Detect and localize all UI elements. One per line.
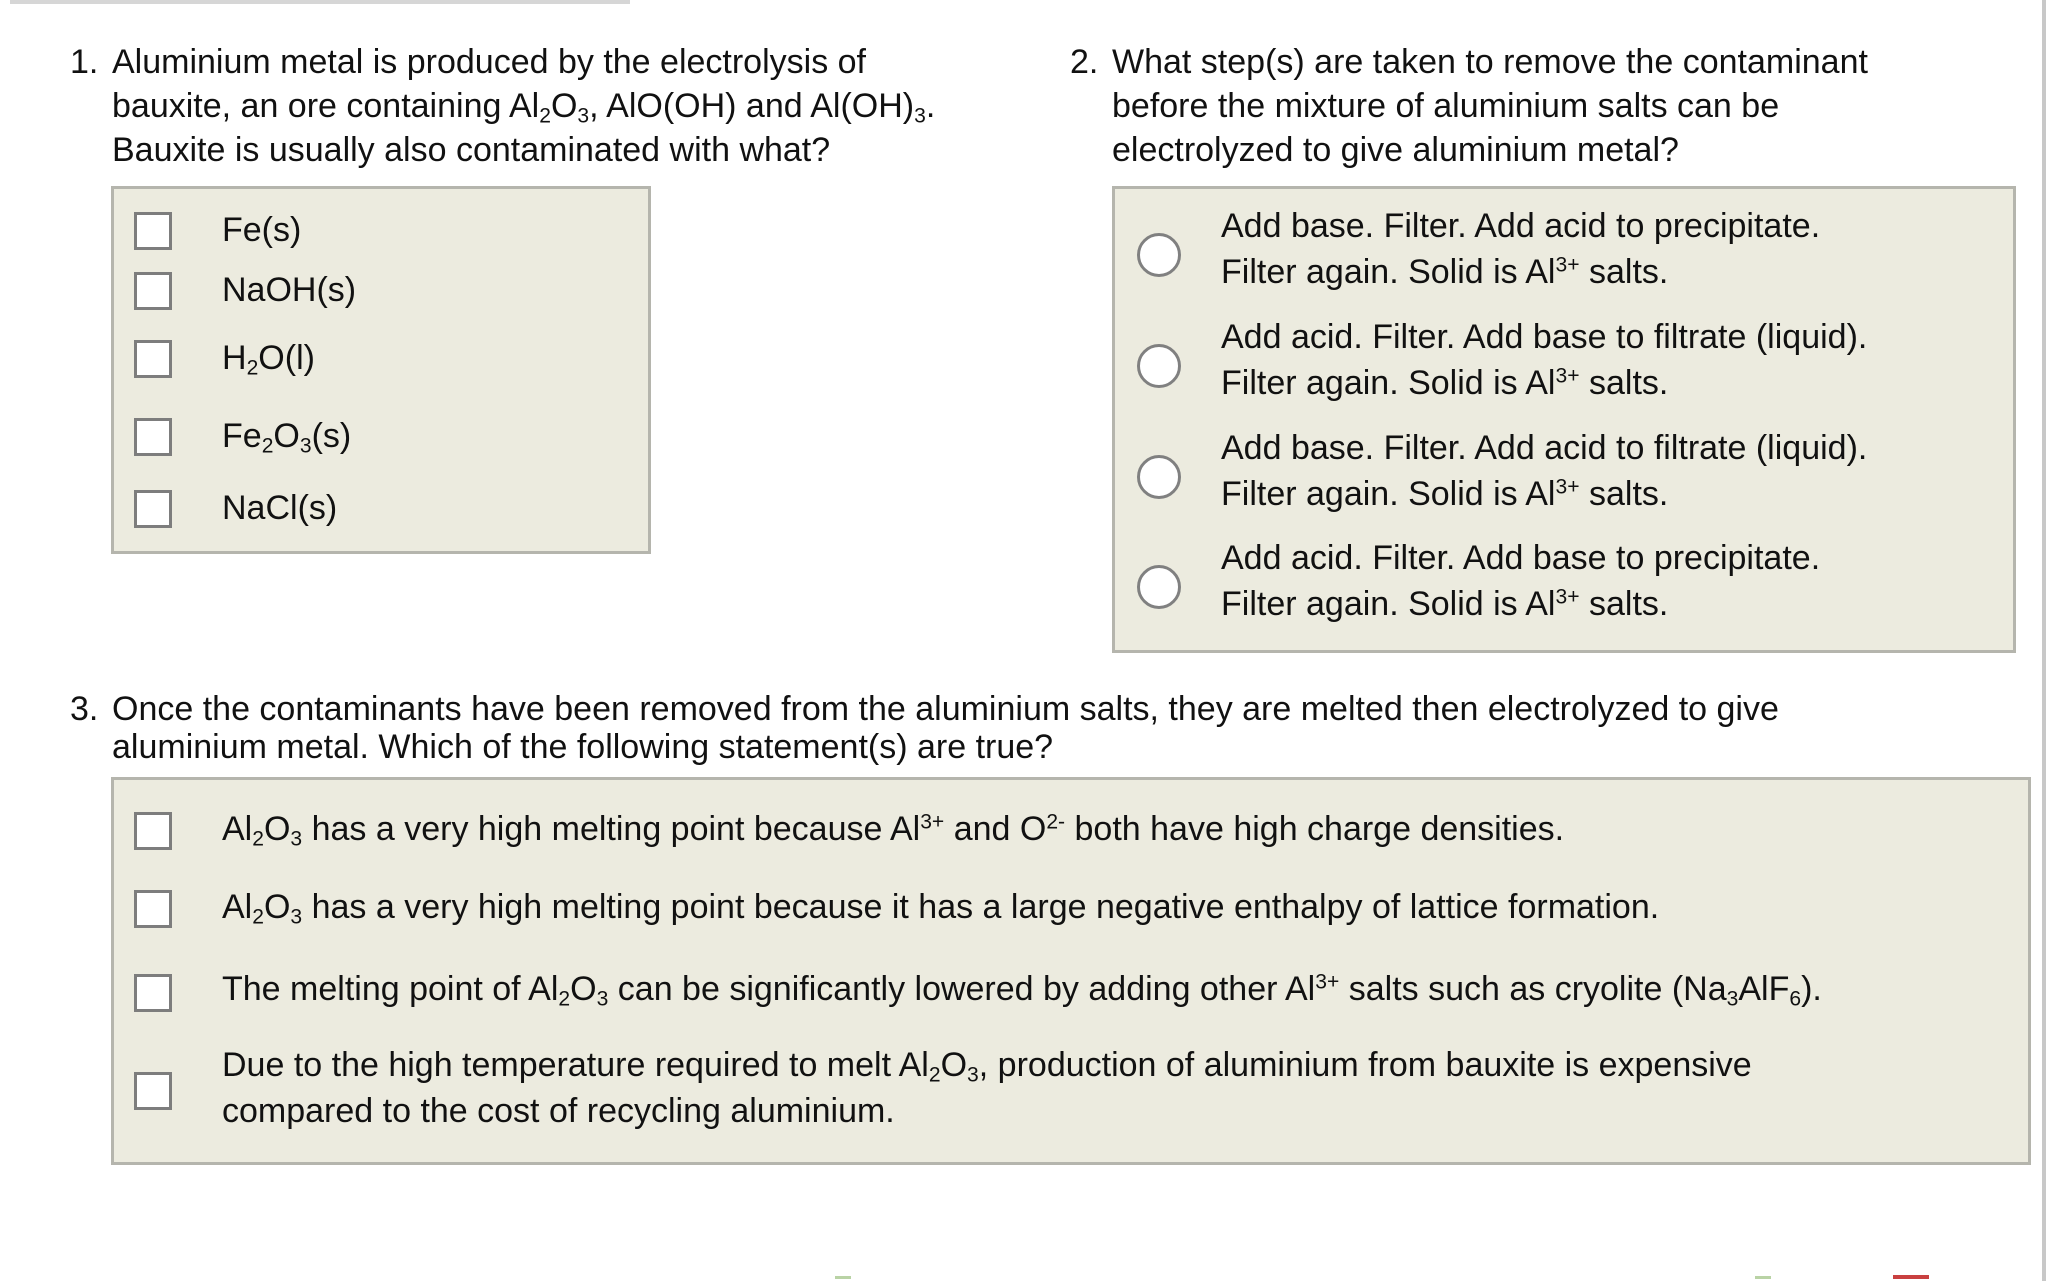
question-1-line-2: bauxite, an ore containing $Al_2O_3$, AlO(OH) and $Al(OH)_3$.: [112, 87, 936, 128]
faint-green-mark-left: [835, 1276, 851, 1279]
q2-option-1-label: Add base. Filter. Add acid to precipitate. Filter again. Solid is $Al^{3+}$ salts.: [1221, 207, 1821, 291]
question-2-line-1: What step(s) are taken to remove the contaminant: [1112, 43, 1868, 81]
q3-option-3-checkbox[interactable]: [134, 974, 172, 1012]
question-2-number: 2.: [1070, 43, 1099, 81]
q2-option-4[interactable]: [1115, 535, 2013, 629]
q3-option-2-checkbox[interactable]: [134, 890, 172, 928]
question-3-options-panel: [111, 777, 2031, 1165]
q2-option-2-radio[interactable]: [1137, 344, 1181, 388]
q3-option-2-label: $Al_2O_3$ has a very high melting point because it has a large negative enthalpy of lattice formation.: [222, 888, 1660, 929]
question-1-line-1: Aluminium metal is produced by the electrolysis of: [112, 43, 866, 81]
question-2-options-panel: [1112, 186, 2016, 653]
q3-option-1-label: $Al_2O_3$ has a very high melting point because $Al^{3+}$ and $O^{2-}$ both have high charge densities.: [222, 810, 1565, 851]
question-1-number: 1.: [70, 43, 99, 81]
q3-option-1-checkbox[interactable]: [134, 812, 172, 850]
q3-option-4[interactable]: [114, 1042, 2028, 1138]
q1-option-fe2o3-checkbox[interactable]: [134, 418, 172, 456]
q2-option-4-label: Add acid. Filter. Add base to precipitate. Filter again. Solid is $Al^{3+}$ salts.: [1221, 539, 1821, 623]
question-1-options-panel: [111, 186, 651, 554]
question-2-line-3: electrolyzed to give aluminium metal?: [1112, 131, 1679, 169]
q2-option-2-label: Add acid. Filter. Add base to filtrate (liquid). Filter again. Solid is $Al^{3+}$ salts.: [1221, 318, 1868, 402]
q1-option-h2o-label: $H_2O(l)$: [222, 339, 315, 380]
q2-option-2[interactable]: [1115, 314, 2013, 408]
q2-option-3-radio[interactable]: [1137, 455, 1181, 499]
q1-option-nacl-label: NaCl(s): [222, 489, 338, 527]
question-3-prompt: [70, 690, 2030, 766]
faint-green-mark-right: [1755, 1276, 1771, 1279]
q1-option-h2o-checkbox[interactable]: [134, 340, 172, 378]
q2-option-3[interactable]: [1115, 425, 2013, 519]
q2-option-1-radio[interactable]: [1137, 233, 1181, 277]
question-2-line-2: before the mixture of aluminium salts can be: [1112, 87, 1780, 125]
q1-option-naoh-checkbox[interactable]: [134, 272, 172, 310]
q1-option-fe2o3-label: $Fe_2O_3(s)$: [222, 417, 352, 458]
q1-option-nacl-checkbox[interactable]: [134, 490, 172, 528]
question-3-line-1: Once the contaminants have been removed from the aluminium salts, they are melted then electrolyzed to give: [112, 690, 1779, 728]
q3-option-3-label: The melting point of $Al_2O_3$ can be significantly lowered by adding other $Al^{3+}$ salts such as cryolite $(Na_3AlF_6)$.: [222, 970, 1822, 1011]
q1-option-naoh-label: NaOH(s): [222, 271, 357, 309]
q3-option-4-checkbox[interactable]: [134, 1072, 172, 1110]
q2-option-3-label: Add base. Filter. Add acid to filtrate (liquid). Filter again. Solid is $Al^{3+}$ salts.: [1221, 429, 1868, 513]
q1-option-fe-checkbox[interactable]: [134, 212, 172, 250]
red-mark: [1893, 1275, 1929, 1279]
question-3-number: 3.: [70, 690, 99, 728]
top-divider: [10, 0, 630, 4]
q2-option-1[interactable]: [1115, 203, 2013, 297]
question-1-prompt: [70, 40, 1060, 172]
q3-option-4-label: Due to the high temperature required to melt $Al_2O_3$, production of aluminium from bauxite is expensive compared to the cost of recycling aluminium.: [222, 1046, 1752, 1130]
q1-option-fe-label: Fe(s): [222, 211, 302, 249]
question-1-line-3: Bauxite is usually also contaminated with what?: [112, 131, 831, 169]
question-2-prompt: [1070, 40, 2030, 172]
q2-option-4-radio[interactable]: [1137, 565, 1181, 609]
question-3-line-2: aluminium metal. Which of the following statement(s) are true?: [112, 728, 1054, 766]
window-edge: [2042, 0, 2046, 1281]
